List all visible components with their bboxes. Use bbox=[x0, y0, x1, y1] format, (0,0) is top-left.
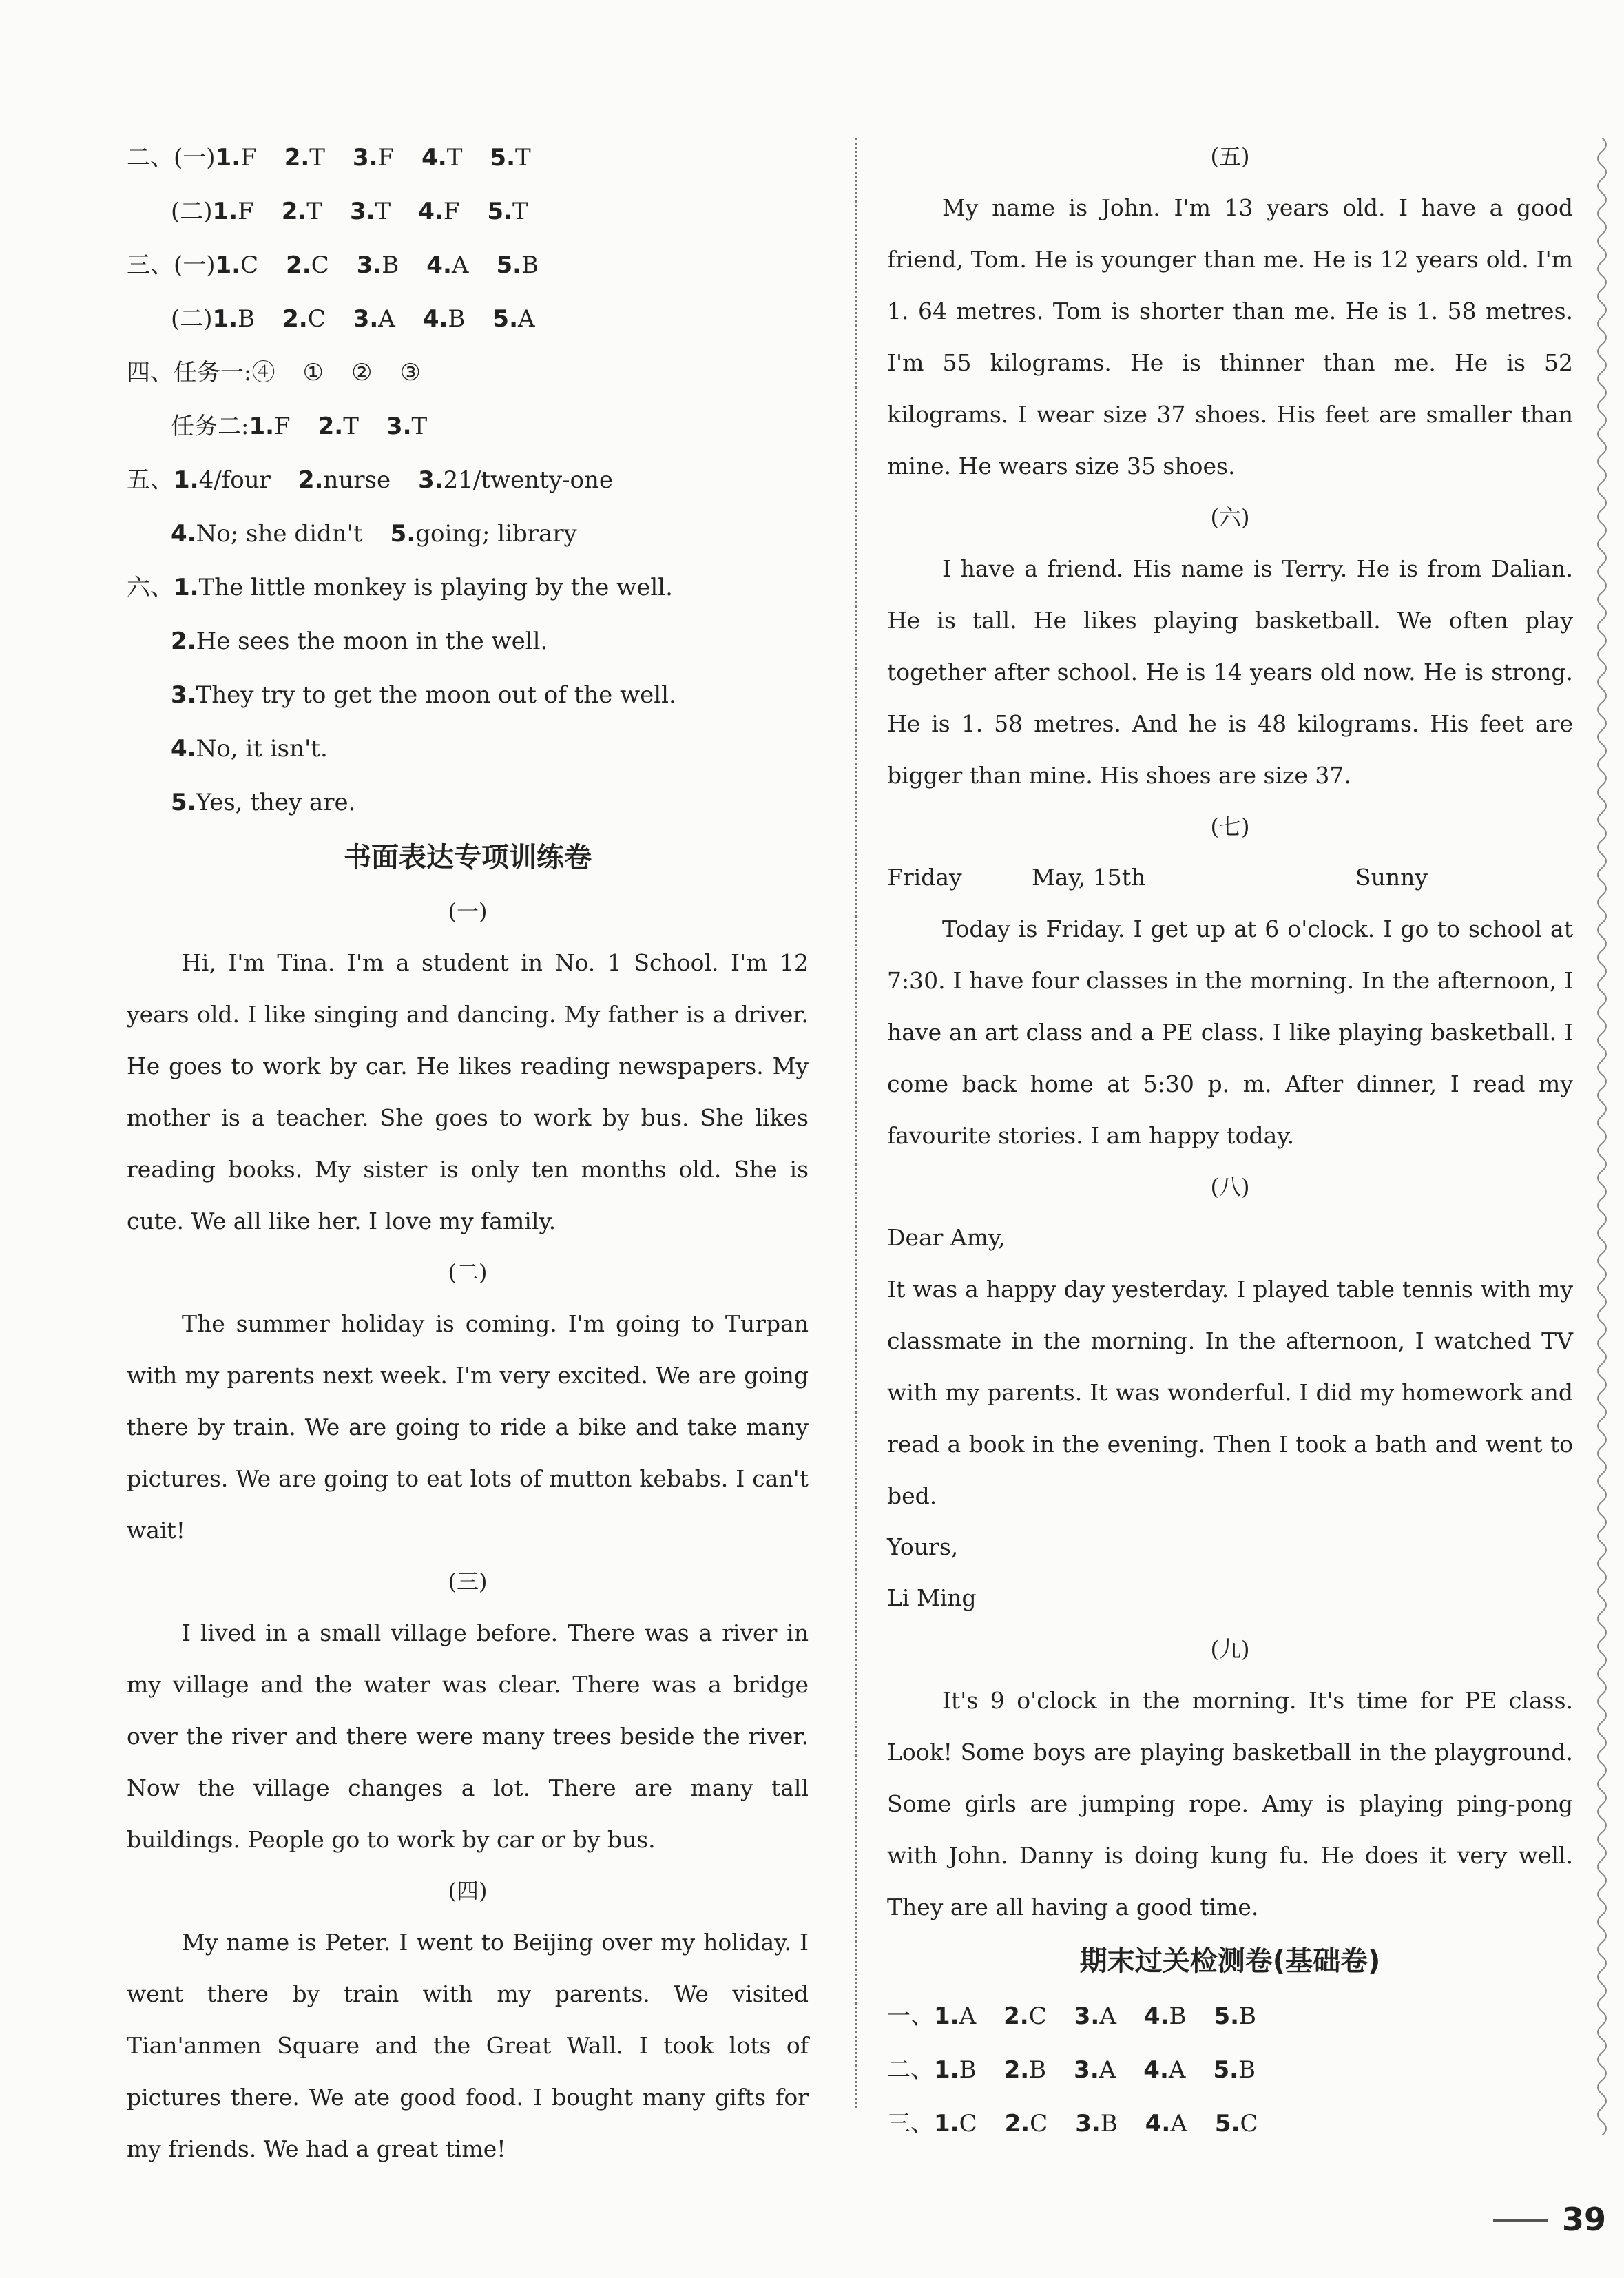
essay-9-text: It's 9 o'clock in the morning. It's time for PE class. Look! Some boys are playing basketball in the playground. Some girls are jumping rope. Amy is playing ping-pong with John. Danny is doing kung fu. He does it very well. They are all having a good time. bbox=[887, 1687, 1573, 1920]
answer-item-display: 1.B bbox=[934, 2056, 977, 2084]
left-answer-list bbox=[127, 131, 809, 829]
answer-item-display: 4.A bbox=[426, 251, 469, 279]
essay-6-text: I have a friend. His name is Terry. He is from Dalian. He is tall. He likes playing basketball. We often play together after school. He is 14 years old now. He is strong. He is 1. 58 metres. And he is 48 kilograms. His feet are bigger than mine. His shoes are size 37. bbox=[887, 555, 1573, 789]
answer-item-display: ② bbox=[351, 359, 373, 386]
page-edge-wavy-border bbox=[1588, 138, 1616, 2135]
essay-5-heading: (五) bbox=[1210, 143, 1250, 169]
essay-2-heading: (二) bbox=[448, 1259, 488, 1285]
answer-row bbox=[887, 2043, 1573, 2097]
answer-item-display: 4.A bbox=[1143, 2056, 1186, 2084]
diary-day: Friday bbox=[887, 864, 962, 891]
section-title-writing: 书面表达专项训练卷 bbox=[344, 842, 592, 873]
answer-item-display: 5.B bbox=[496, 251, 539, 279]
answer-row bbox=[127, 346, 809, 400]
answer-item-display: 4.No; she didn't bbox=[171, 520, 363, 548]
answer-item-display: 4.B bbox=[422, 305, 466, 333]
answer-row bbox=[127, 453, 809, 507]
answer-item-display: ① bbox=[302, 359, 324, 386]
letter-signature: Li Ming bbox=[887, 1584, 977, 1611]
answer-item-display: 2.C bbox=[1004, 2110, 1048, 2137]
answer-item-display: 2.He sees the moon in the well. bbox=[171, 628, 548, 655]
diary-weather: Sunny bbox=[1355, 864, 1428, 891]
column-divider bbox=[855, 138, 857, 2108]
answer-item-display: 1.C bbox=[934, 2110, 977, 2137]
answer-row-label: 六、 bbox=[127, 574, 174, 601]
answer-row bbox=[887, 2097, 1573, 2151]
right-column bbox=[887, 131, 1573, 2151]
essay-2-text: The summer holiday is coming. I'm going to Turpan with my parents next week. I'm very excited. We are going there by train. We are going to ride a bike and take many pictures. We are going to eat lots of mutton kebabs. I can't wait! bbox=[127, 1310, 809, 1544]
essay-3-heading: (三) bbox=[448, 1568, 488, 1595]
answer-row-label: 二、(一) bbox=[127, 144, 216, 172]
answer-item-display: 3.F bbox=[352, 144, 395, 172]
answer-item-display: 5.T bbox=[490, 144, 531, 172]
answer-row bbox=[127, 668, 809, 722]
answer-item-display: 5.A bbox=[492, 305, 535, 333]
answer-item-display: 4.T bbox=[421, 144, 463, 172]
essay-3-text: I lived in a small village before. There was a river in my village and the water was clear. There was a bridge over the river and there were many trees beside the river. Now the village changes a lot. There are many tall buildings. People go to work by car or by bus. bbox=[127, 1619, 809, 1853]
diary-date: May, 15th bbox=[1032, 864, 1146, 891]
answer-item-display: 1.F bbox=[249, 413, 291, 440]
diary-header-row bbox=[887, 852, 1573, 903]
essay-1-heading: (一) bbox=[448, 898, 488, 924]
answer-row-label: (二) bbox=[171, 198, 213, 225]
answer-item-display: 3.A bbox=[353, 305, 395, 333]
essay-9-heading: (九) bbox=[1210, 1636, 1250, 1662]
answer-item-display: 5.B bbox=[1213, 2056, 1256, 2084]
answer-item-display: 3.21/twenty-one bbox=[418, 466, 614, 494]
answer-item-display: 4.No, it isn't. bbox=[171, 735, 328, 763]
answer-item-display: 2.B bbox=[1003, 2056, 1047, 2084]
answer-row-label: 三、(一) bbox=[127, 251, 216, 279]
answer-item-display: 1.F bbox=[215, 144, 257, 172]
answer-item-display: 2.C bbox=[286, 251, 329, 279]
answer-item-display: 5.B bbox=[1214, 2002, 1257, 2030]
essay-6-heading: (六) bbox=[1210, 504, 1250, 530]
answer-item-display: 4.B bbox=[1143, 2002, 1187, 2030]
page-number: 39 bbox=[1561, 2201, 1606, 2238]
answer-row-label: 一、 bbox=[887, 2002, 934, 2030]
answer-item-display: ④ bbox=[251, 359, 275, 386]
answer-item-display: 3.B bbox=[356, 251, 399, 279]
answer-row-label: 五、 bbox=[127, 466, 174, 494]
answer-item-display: 3.B bbox=[1075, 2110, 1118, 2137]
essay-8-text: It was a happy day yesterday. I played table tennis with my classmate in the morning. In the afternoon, I watched TV with my parents. It was wonderful. I did my homework and read a book in the evening. Then I took a bath and went to bed. bbox=[887, 1276, 1573, 1509]
right-answer-list bbox=[887, 1989, 1573, 2151]
answer-item-display: 1.A bbox=[934, 2002, 977, 2030]
left-column bbox=[127, 131, 809, 2175]
answer-item-display: 3.A bbox=[1074, 2056, 1116, 2084]
essay-5-text: My name is John. I'm 13 years old. I have a good friend, Tom. He is younger than me. He is 12 years old. I'm 1. 64 metres. Tom is shorter than me. He is 1. 58 metres. I'm 55 kilograms. He is thinner than me. He is 52 kilograms. I wear size 37 shoes. His feet are smaller than mine. He wears size 35 shoes. bbox=[887, 194, 1573, 479]
answer-row-label: (二) bbox=[171, 305, 213, 333]
answer-item-display: 2.T bbox=[281, 198, 322, 225]
answer-item-display: 1.The little monkey is playing by the well. bbox=[174, 574, 673, 601]
answer-row bbox=[127, 561, 809, 614]
answer-row bbox=[127, 400, 809, 453]
essay-7-heading: (七) bbox=[1210, 814, 1250, 840]
essay-8-heading: (八) bbox=[1210, 1174, 1250, 1200]
answer-item-display: 2.C bbox=[282, 305, 326, 333]
answer-item-display: 3.T bbox=[386, 413, 428, 440]
answer-item-display: 3.T bbox=[349, 198, 391, 225]
answer-item-display: 1.C bbox=[215, 251, 259, 279]
answer-item-display: 1.4/four bbox=[174, 466, 271, 494]
answer-item-display: 5.going; library bbox=[390, 520, 577, 548]
answer-item-display: 2.nurse bbox=[298, 466, 391, 494]
answer-row bbox=[127, 614, 809, 668]
answer-item-display: 4.F bbox=[418, 198, 460, 225]
essay-7-text: Today is Friday. I get up at 6 o'clock. I go to school at 7:30. I have four classes in the morning. In the afternoon, I have an art class and a PE class. I like playing basketball. I come back home at 5:30 p. m. After dinner, I read my favourite stories. I am happy today. bbox=[887, 915, 1573, 1149]
answer-row bbox=[127, 292, 809, 346]
answer-row bbox=[127, 507, 809, 561]
answer-row bbox=[127, 185, 809, 238]
answer-row-label: 二、 bbox=[887, 2056, 934, 2084]
answer-item-display: 3.They try to get the moon out of the well. bbox=[171, 681, 676, 709]
answer-row bbox=[127, 722, 809, 776]
answer-item-display: 5.C bbox=[1214, 2110, 1258, 2137]
answer-item-display: 1.F bbox=[212, 198, 254, 225]
essay-4-text: My name is Peter. I went to Beijing over my holiday. I went there by train with my parents. We visited Tian'anmen Square and the Great Wall. I took lots of pictures there. We ate good food. I bought many gifts for my friends. We had a great time! bbox=[127, 1929, 809, 2162]
answer-item-display: 3.A bbox=[1074, 2002, 1116, 2030]
answer-item-display: 4.A bbox=[1145, 2110, 1187, 2137]
answer-row bbox=[127, 131, 809, 185]
answer-item-display: ③ bbox=[399, 359, 421, 386]
answer-item-display: 5.T bbox=[487, 198, 528, 225]
letter-closing: Yours, bbox=[887, 1533, 959, 1560]
essay-4-heading: (四) bbox=[448, 1878, 488, 1904]
answer-item-display: 2.T bbox=[317, 413, 359, 440]
essay-1-text: Hi, I'm Tina. I'm a student in No. 1 School. I'm 12 years old. I like singing and dancing. My father is a driver. He goes to work by car. He likes reading newspapers. My mother is a teacher. She goes to work by bus. She likes reading books. My sister is only ten months old. She is cute. We all like her. I love my family. bbox=[127, 949, 809, 1234]
answer-item-display: 1.B bbox=[212, 305, 256, 333]
answer-row-label: 四、任务一: bbox=[127, 359, 252, 386]
page-number-dash bbox=[1493, 2219, 1548, 2222]
letter-greeting: Dear Amy, bbox=[887, 1224, 1006, 1251]
section-title-final-test: 期末过关检测卷(基础卷) bbox=[1079, 1945, 1381, 1977]
answer-row-label: 任务二: bbox=[171, 413, 249, 440]
answer-row-label: 三、 bbox=[887, 2110, 934, 2137]
answer-row bbox=[127, 776, 809, 829]
answer-item-display: 2.C bbox=[1003, 2002, 1047, 2030]
answer-item-display: 5.Yes, they are. bbox=[171, 789, 356, 816]
answer-item-display: 2.T bbox=[284, 144, 325, 172]
answer-row bbox=[127, 238, 809, 292]
answer-row bbox=[887, 1989, 1573, 2043]
